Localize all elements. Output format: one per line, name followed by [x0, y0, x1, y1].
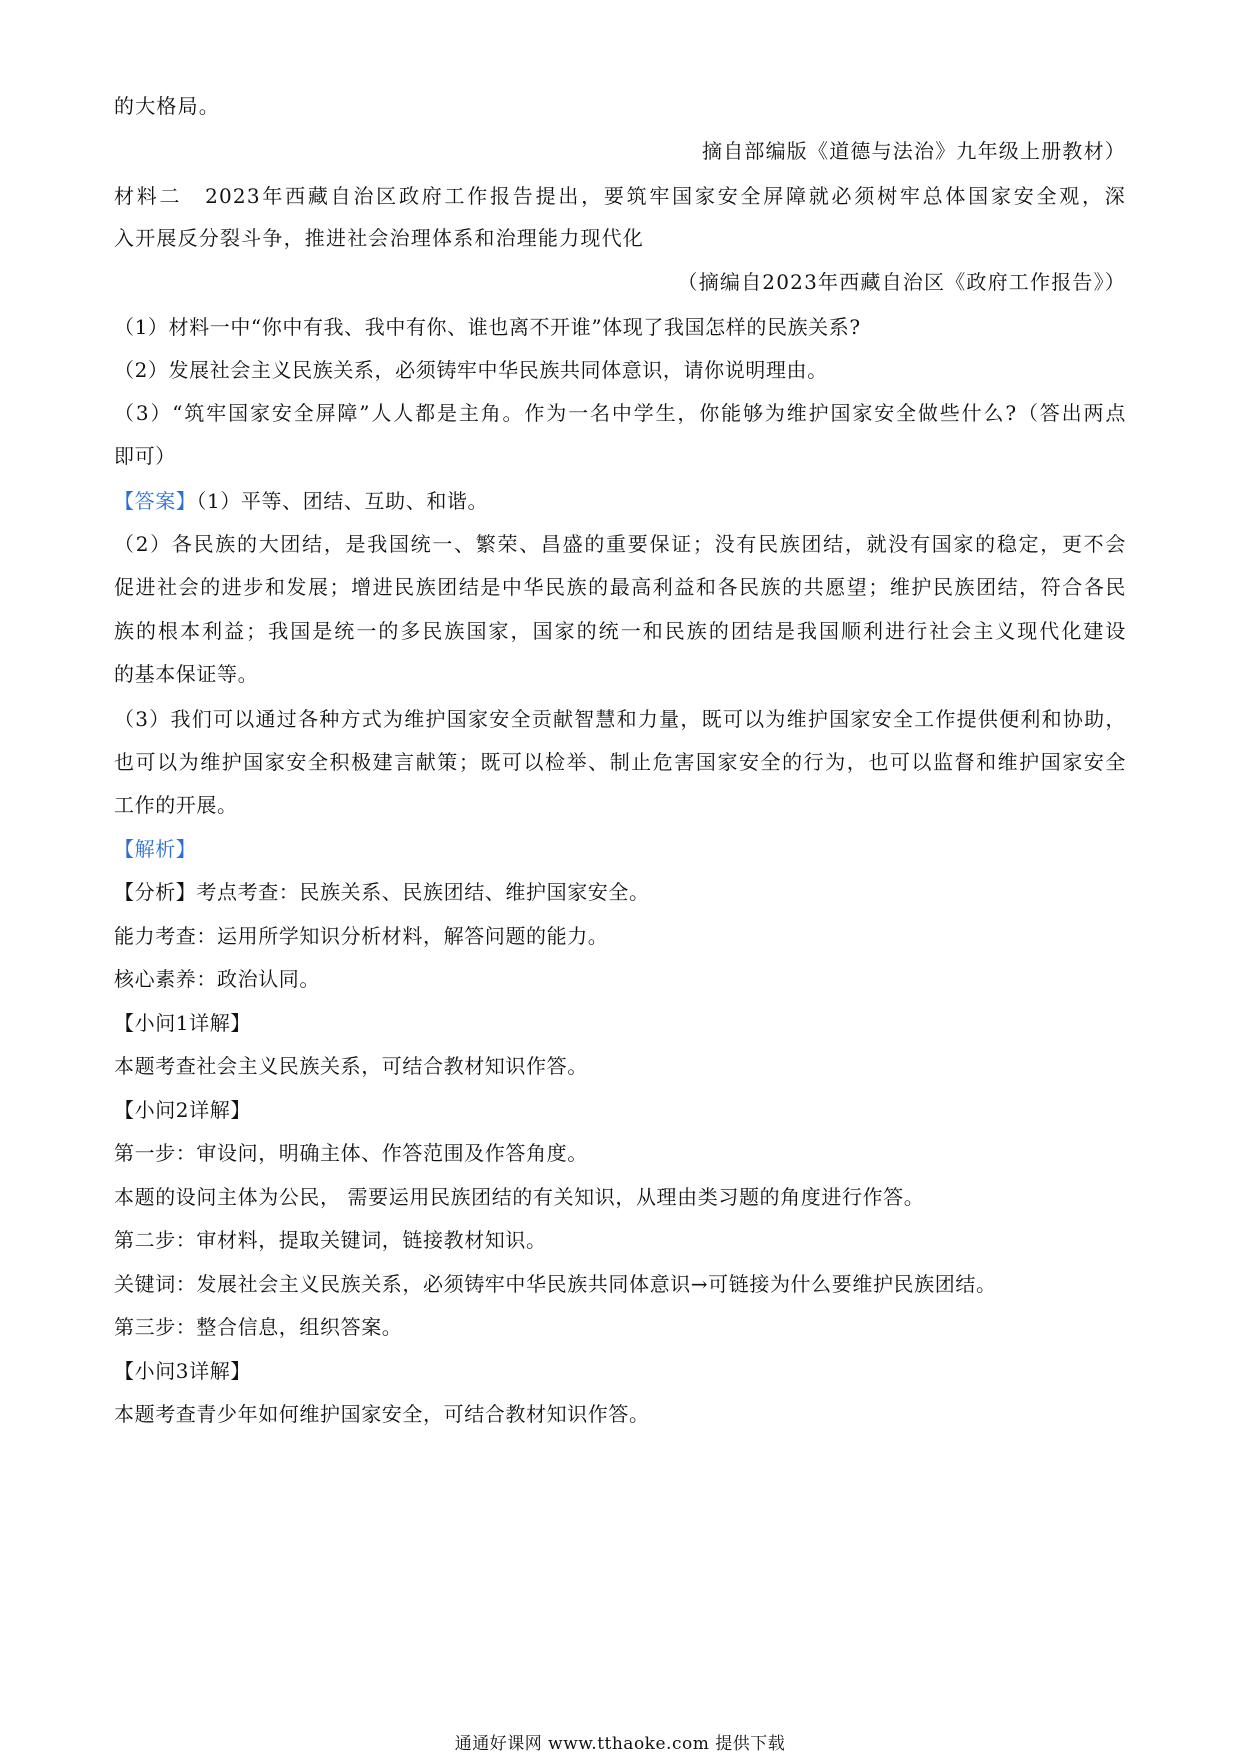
answer-2-line1: （2）各民族的大团结，是我国统一、繁荣、昌盛的重要保证；没有民族团结，就没有国家的稳定，更不会	[114, 532, 1126, 556]
q2-step3: 第三步：整合信息，组织答案。	[114, 1315, 403, 1339]
answer-3-line2: 也可以为维护国家安全积极建言献策；既可以检举、制止危害国家安全的行为，也可以监督和维护国家安全	[114, 750, 1126, 774]
q2-subject: 本题的设问主体为公民， 需要运用民族团结的有关知识，从理由类习题的角度进行作答。	[114, 1185, 925, 1209]
analysis-label: 【解析】	[114, 837, 197, 861]
q2-detail-heading: 【小问2详解】	[114, 1098, 251, 1122]
q3-detail-text: 本题考查青少年如何维护国家安全，可结合教材知识作答。	[114, 1402, 650, 1426]
q2-step2: 第二步：审材料，提取关键词，链接教材知识。	[114, 1228, 547, 1252]
q3-detail-heading: 【小问3详解】	[114, 1359, 251, 1383]
answer-1: （1）平等、团结、互助、和谐。	[196, 489, 489, 513]
question-3-line2: 即可）	[114, 444, 176, 468]
q2-keywords: 关键词：发展社会主义民族关系，必须铸牢中华民族共同体意识→可链接为什么要维护民族团结。	[114, 1272, 997, 1296]
question-2: （2）发展社会主义民族关系，必须铸牢中华民族共同体意识，请你说明理由。	[114, 358, 828, 382]
material-two-line1: 材料二 2023年西藏自治区政府工作报告提出，要筑牢国家安全屏障就必须树牢总体国家安全观，深	[114, 184, 1126, 208]
answer-row	[114, 488, 1126, 514]
answer-label: 【答案】	[114, 489, 197, 513]
material-one-tail: 的大格局。	[114, 94, 220, 118]
material-two-line2: 入开展反分裂斗争，推进社会治理体系和治理能力现代化	[114, 226, 644, 250]
analysis-core: 核心素养：政治认同。	[114, 967, 320, 991]
page-footer: 通通好课网 www.tthaoke.com 提供下载	[454, 1734, 786, 1754]
material-two-source: （摘编自2023年西藏自治区《政府工作报告》）	[677, 270, 1126, 294]
q1-detail-heading: 【小问1详解】	[114, 1011, 251, 1035]
answer-2-line3: 族的根本利益；我国是统一的多民族国家，国家的统一和民族的团结是我国顺利进行社会主义现代化建设	[114, 619, 1126, 643]
q1-detail-text: 本题考查社会主义民族关系，可结合教材知识作答。	[114, 1054, 588, 1078]
question-3-line1: （3）“筑牢国家安全屏障”人人都是主角。作为一名中学生，你能够为维护国家安全做些什么?（答出两点	[114, 401, 1126, 425]
answer-2-line2: 促进社会的进步和发展；增进民族团结是中华民族的最高利益和各民族的共愿望；维护民族团结，符合各民	[114, 575, 1126, 599]
answer-2-line4: 的基本保证等。	[114, 662, 259, 686]
answer-3-line3: 工作的开展。	[114, 793, 238, 817]
material-one-source: 摘自部编版《道德与法治》九年级上册教材）	[702, 139, 1126, 163]
analysis-ability: 能力考查：运用所学知识分析材料，解答问题的能力。	[114, 924, 609, 948]
answer-3-line1: （3）我们可以通过各种方式为维护国家安全贡献智慧和力量，既可以为维护国家安全工作提供便利和协助，	[114, 707, 1126, 731]
question-1: （1）材料一中“你中有我、我中有你、谁也离不开谁”体现了我国怎样的民族关系?	[114, 315, 861, 339]
analysis-fenxi: 【分析】考点考查：民族关系、民族团结、维护国家安全。	[114, 880, 650, 904]
q2-step1: 第一步：审设问，明确主体、作答范围及作答角度。	[114, 1141, 588, 1165]
